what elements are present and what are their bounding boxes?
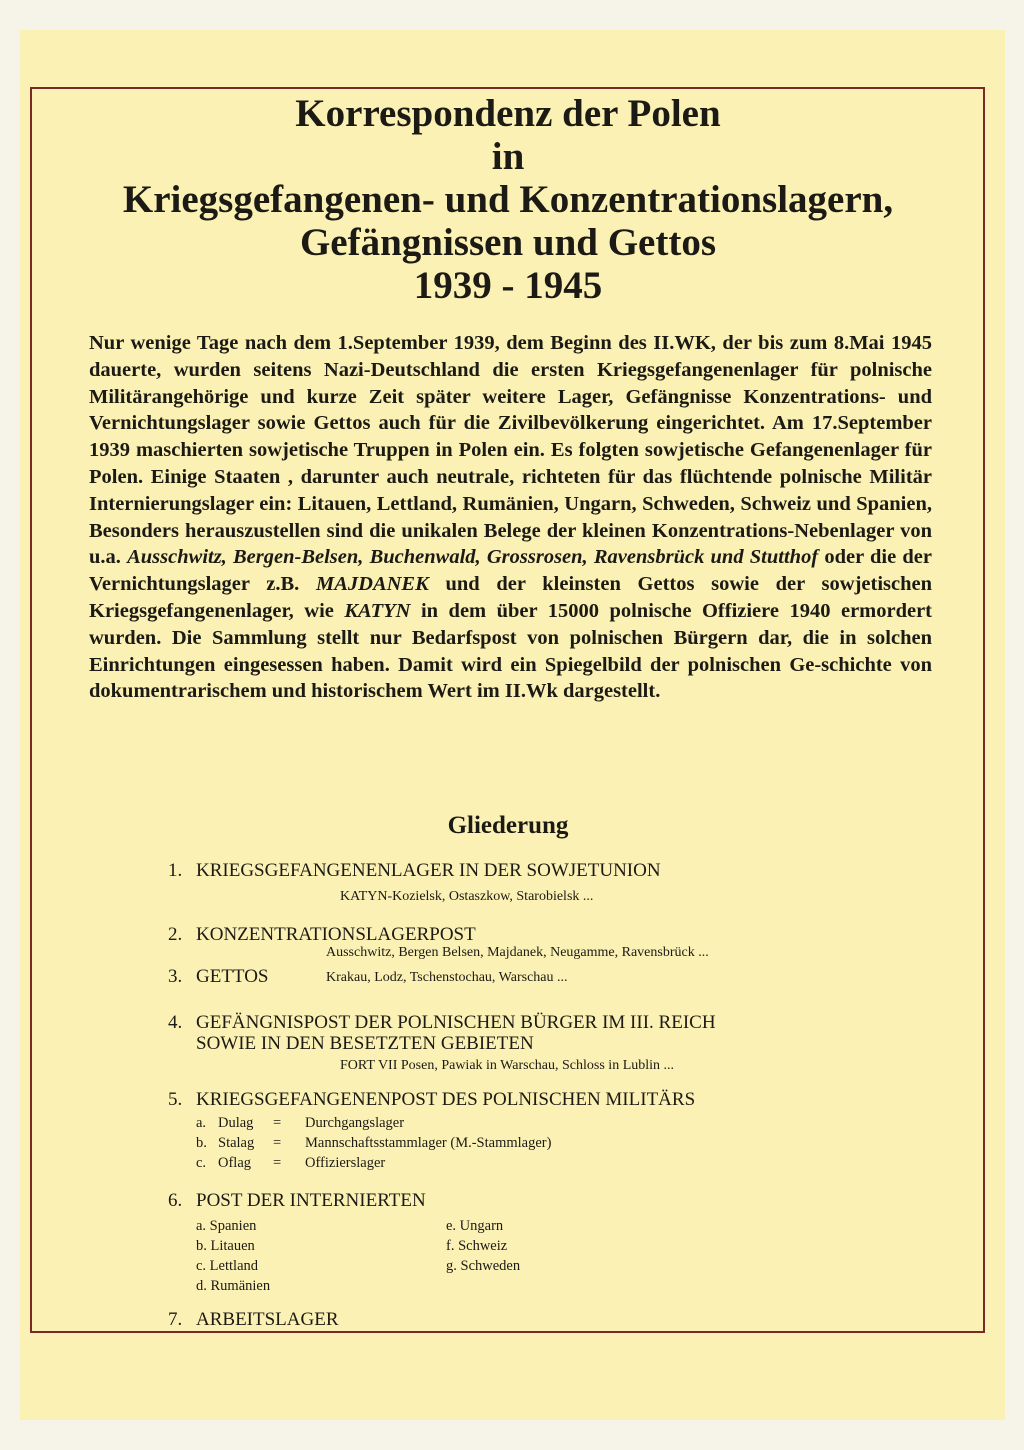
country-left-1: a. Spanien xyxy=(196,1218,257,1234)
intro-katyn-italic: KATYN xyxy=(344,599,411,622)
toc-item-1-title: KRIEGSGEFANGENENLAGER IN DER SOWJETUNION xyxy=(196,860,661,881)
intro-text-2: oder die der Vernichtungslager z.B. xyxy=(89,546,933,596)
toc-item-3-sub: Krakau, Lodz, Tschenstochau, Warschau ... xyxy=(326,970,568,985)
row-meaning: Offizierslager xyxy=(305,1155,386,1171)
toc-item-5-row xyxy=(196,1133,551,1153)
country-right-2: f. Schweiz xyxy=(446,1238,508,1254)
row-equals: = xyxy=(273,1135,282,1151)
title-line-5: 1939 - 1945 xyxy=(413,264,603,307)
intro-camps-italic: Ausschwitz, Bergen-Belsen, Buchenwald, Grossrosen, Ravensbrück und Stutthof xyxy=(127,546,819,569)
toc-item-7-title: ARBEITSLAGER xyxy=(196,1309,339,1330)
gliederung-heading: Gliederung xyxy=(447,812,569,839)
toc-item-7 xyxy=(168,1309,339,1331)
country-left-4: d. Rumänien xyxy=(196,1278,271,1294)
toc-item-4-title-1: GEFÄNGNISPOST DER POLNISCHEN BÜRGER IM III. REICH xyxy=(196,1012,716,1033)
country-left-3: c. Lettland xyxy=(196,1258,259,1274)
title-line-3: Kriegsgefangenen- und Konzentrationslagern, xyxy=(122,178,894,221)
intro-majdanek-italic: MAJDANEK xyxy=(316,573,429,596)
toc-item-3-title: GETTOS xyxy=(196,966,269,987)
title-line-1: Korrespondenz der Polen xyxy=(295,92,721,135)
toc-item-3 xyxy=(168,966,268,988)
toc-item-3-num: 3. xyxy=(168,966,183,987)
toc-item-1-sub: KATYN-Kozielsk, Ostaszkow, Starobielsk ... xyxy=(340,889,594,904)
toc-item-6-title: POST DER INTERNIERTEN xyxy=(196,1190,426,1211)
toc-item-5-row xyxy=(196,1153,385,1173)
toc-item-2-num: 2. xyxy=(168,924,183,945)
toc-item-4 xyxy=(168,1012,716,1034)
toc-item-4-sub: FORT VII Posen, Pawiak in Warschau, Schloss in Lublin ... xyxy=(340,1058,675,1073)
title-line-2: in xyxy=(491,135,525,178)
row-equals: = xyxy=(273,1115,282,1131)
toc-item-1 xyxy=(168,860,661,882)
intro-text-3: und der kleinsten Gettos sowie der sowjetischen Kriegsgefangenenlager, wie xyxy=(89,573,933,622)
toc-item-4-title-2: SOWIE IN DEN BESETZTEN GEBIETEN xyxy=(196,1033,534,1054)
toc-item-1-num: 1. xyxy=(168,860,183,881)
toc-item-2-sub: Ausschwitz, Bergen Belsen, Majdanek, Neugamme, Ravensbrück ... xyxy=(326,945,709,960)
row-letter: b. xyxy=(196,1135,207,1151)
intro-text-4: in dem über 15000 polnische Offiziere 1940 ermordert wurden. Die Sammlung stellt nur Bedarfspost von polnischen Bürgern dar, die in solchen Einrichtungen eingesessen haben. Damit wird ein Spiegelbild der polnischen Ge-schichte von dokumentrarischem und historischem Wert im II.Wk dargestellt. xyxy=(89,599,933,703)
row-letter: c. xyxy=(196,1155,207,1171)
intro-text-1: Nur wenige Tage nach dem 1.September 1939, dem Beginn des II.WK, der bis zum 8.Mai 1945 dauerte, wurden seitens Nazi-Deutschland die ersten Kriegsgefangenenlager für polnische Militärangehörige und kurze Zeit später weitere Lager, Gefängnisse Konzentrations- und Vernichtungslager sowie Gettos auch für die Zivilbevölkerung eingerichtet. Am 17.September 1939 maschierten sowjetische Truppen in Polen ein. Es folgten sowjetische Gefangenenlager für Polen. Einige Staaten , darunter auch neutrale, richteten für das flüchtende polnische Militär Internierungslager ein: Litauen, Lettland, Rumänien, Ungarn, Schweden, Schweiz und Spanien, Besonders herauszustellen sind die unikalen Belege der kleinen Konzentrations-Nebenlager von u.a. xyxy=(89,332,932,569)
title-line-4: Gefängnissen und Gettos xyxy=(299,221,717,264)
row-term: Stalag xyxy=(218,1135,255,1151)
country-right-3: g. Schweden xyxy=(446,1258,521,1274)
toc-item-6-num: 6. xyxy=(168,1190,183,1211)
toc-item-6-countries xyxy=(168,1216,596,1296)
toc-item-4-num: 4. xyxy=(168,1012,183,1033)
row-meaning: Durchgangslager xyxy=(305,1115,405,1131)
row-equals: = xyxy=(273,1155,282,1171)
country-right-1: e. Ungarn xyxy=(446,1218,504,1234)
toc-item-5-title: KRIEGSGEFANGENENPOST DES POLNISCHEN MILITÄRS xyxy=(196,1089,696,1110)
toc-item-7-num: 7. xyxy=(168,1309,183,1330)
toc-item-2 xyxy=(168,924,476,946)
toc-item-5-row xyxy=(196,1113,404,1133)
toc-item-5-num: 5. xyxy=(168,1089,183,1110)
intro-paragraph xyxy=(89,330,932,705)
country-left-2: b. Litauen xyxy=(196,1238,255,1254)
toc-item-2-title: KONZENTRATIONSLAGERPOST xyxy=(196,924,476,945)
document-title xyxy=(40,92,976,307)
row-letter: a. xyxy=(196,1115,207,1131)
toc-item-6 xyxy=(168,1190,426,1212)
row-meaning: Mannschaftsstammlager (M.-Stammlager) xyxy=(305,1135,552,1151)
row-term: Oflag xyxy=(218,1155,252,1171)
toc-item-5 xyxy=(168,1089,695,1111)
row-term: Dulag xyxy=(218,1115,254,1131)
